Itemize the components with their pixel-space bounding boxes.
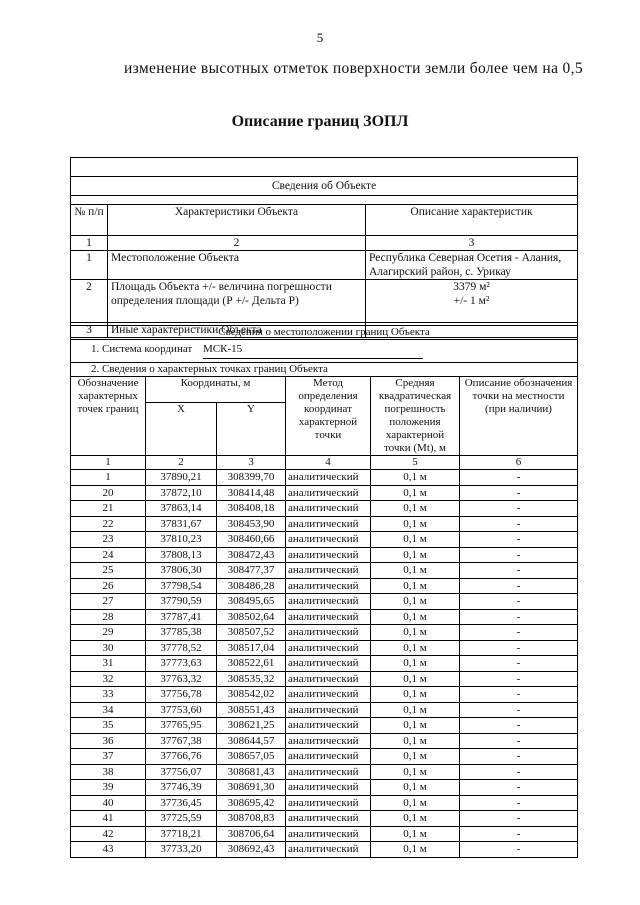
point-x: 37766,76	[146, 749, 217, 765]
point-method: аналитический	[286, 733, 371, 749]
row-characteristic: Иные характеристики Объекта	[108, 323, 366, 338]
point-x: 37798,54	[146, 578, 217, 594]
header-accuracy: Средняя квадратическая погрешность положения характерной точки (Mt), м	[371, 377, 460, 456]
point-id: 25	[71, 563, 146, 579]
point-method: аналитический	[286, 656, 371, 672]
index-cell: 3	[217, 456, 286, 470]
header-point-designation: Обозначение характерных точек границ	[71, 377, 146, 456]
point-x: 37753,60	[146, 702, 217, 718]
point-x: 37725,59	[146, 811, 217, 827]
point-accuracy: 0,1 м	[371, 640, 460, 656]
point-y: 308708,83	[217, 811, 286, 827]
header-x: X	[146, 403, 217, 456]
point-accuracy: 0,1 м	[371, 594, 460, 610]
point-accuracy: 0,1 м	[371, 702, 460, 718]
point-mark-description: -	[460, 811, 578, 827]
point-y: 308691,30	[217, 780, 286, 796]
point-row	[71, 826, 578, 842]
row-description: Республика Северная Осетия - Алания, Алагирский район, с. Урикау	[366, 251, 578, 280]
point-accuracy: 0,1 м	[371, 749, 460, 765]
point-mark-description: -	[460, 501, 578, 517]
point-method: аналитический	[286, 532, 371, 548]
point-y: 308517,04	[217, 640, 286, 656]
point-mark-description: -	[460, 547, 578, 563]
point-method: аналитический	[286, 826, 371, 842]
point-mark-description: -	[460, 516, 578, 532]
point-x: 37767,38	[146, 733, 217, 749]
point-method: аналитический	[286, 609, 371, 625]
point-y: 308495,65	[217, 594, 286, 610]
point-y: 308477,37	[217, 563, 286, 579]
index-cell: 1	[71, 236, 108, 251]
point-y: 308681,43	[217, 764, 286, 780]
header-num: № п/п	[71, 205, 108, 236]
point-id: 39	[71, 780, 146, 796]
point-id: 24	[71, 547, 146, 563]
point-id: 38	[71, 764, 146, 780]
point-mark-description: -	[460, 795, 578, 811]
point-method: аналитический	[286, 470, 371, 486]
point-row	[71, 640, 578, 656]
point-id: 37	[71, 749, 146, 765]
point-accuracy: 0,1 м	[371, 656, 460, 672]
point-y: 308414,48	[217, 485, 286, 501]
point-y: 308502,64	[217, 609, 286, 625]
intro-text: изменение высотных отметок поверхности земли более чем на 0,5	[124, 60, 583, 77]
point-method: аналитический	[286, 811, 371, 827]
point-id: 1	[71, 470, 146, 486]
index-cell: 1	[71, 456, 146, 470]
point-row	[71, 842, 578, 858]
point-mark-description: -	[460, 609, 578, 625]
row-num: 1	[71, 251, 108, 280]
header-mark-description: Описание обозначения точки на местности (при наличии)	[460, 377, 578, 456]
point-row	[71, 501, 578, 517]
point-accuracy: 0,1 м	[371, 485, 460, 501]
point-x: 37810,23	[146, 532, 217, 548]
point-accuracy: 0,1 м	[371, 687, 460, 703]
coord-system-value: МСК-15	[203, 340, 423, 359]
point-x: 37806,30	[146, 563, 217, 579]
point-row	[71, 780, 578, 796]
point-row	[71, 687, 578, 703]
page-title: Описание границ ЗОПЛ	[231, 113, 409, 130]
point-row	[71, 563, 578, 579]
point-id: 40	[71, 795, 146, 811]
row-characteristic: Площадь Объекта +/- величина погрешности определения площади (Р +/- Дельта Р)	[108, 280, 366, 323]
point-x: 37718,21	[146, 826, 217, 842]
point-row	[71, 625, 578, 641]
point-accuracy: 0,1 м	[371, 718, 460, 734]
point-mark-description: -	[460, 671, 578, 687]
point-accuracy: 0,1 м	[371, 625, 460, 641]
point-method: аналитический	[286, 640, 371, 656]
point-y: 308522,61	[217, 656, 286, 672]
point-accuracy: 0,1 м	[371, 733, 460, 749]
point-id: 22	[71, 516, 146, 532]
point-row	[71, 485, 578, 501]
area-value: 3379 м²	[453, 281, 490, 293]
point-id: 30	[71, 640, 146, 656]
point-mark-description: -	[460, 640, 578, 656]
point-row	[71, 656, 578, 672]
point-method: аналитический	[286, 749, 371, 765]
point-mark-description: -	[460, 780, 578, 796]
point-y: 308453,90	[217, 516, 286, 532]
point-id: 35	[71, 718, 146, 734]
point-accuracy: 0,1 м	[371, 501, 460, 517]
index-cell: 4	[286, 456, 371, 470]
row-description	[366, 280, 578, 323]
point-method: аналитический	[286, 687, 371, 703]
point-y: 308460,66	[217, 532, 286, 548]
point-row	[71, 733, 578, 749]
point-mark-description: -	[460, 485, 578, 501]
point-method: аналитический	[286, 547, 371, 563]
index-cell: 6	[460, 456, 578, 470]
point-y: 308542,02	[217, 687, 286, 703]
point-mark-description: -	[460, 702, 578, 718]
object-info-table	[70, 157, 578, 338]
point-method: аналитический	[286, 516, 371, 532]
point-x: 37756,07	[146, 764, 217, 780]
point-x: 37756,78	[146, 687, 217, 703]
point-accuracy: 0,1 м	[371, 470, 460, 486]
index-cell: 2	[146, 456, 217, 470]
point-y: 308551,43	[217, 702, 286, 718]
object-section-title: Сведения об Объекте	[71, 177, 578, 196]
header-coordinates: Координаты, м	[146, 377, 286, 403]
point-mark-description: -	[460, 563, 578, 579]
header-characteristics: Характеристики Объекта	[108, 205, 366, 236]
point-accuracy: 0,1 м	[371, 516, 460, 532]
point-method: аналитический	[286, 780, 371, 796]
points-body	[71, 470, 578, 858]
point-accuracy: 0,1 м	[371, 780, 460, 796]
point-mark-description: -	[460, 470, 578, 486]
index-cell: 3	[366, 236, 578, 251]
row-characteristic: Местоположение Объекта	[108, 251, 366, 280]
points-title: 2. Сведения о характерных точках границ Объекта	[71, 363, 578, 377]
point-row	[71, 470, 578, 486]
point-method: аналитический	[286, 795, 371, 811]
point-x: 37736,45	[146, 795, 217, 811]
point-y: 308657,05	[217, 749, 286, 765]
point-y: 308706,64	[217, 826, 286, 842]
point-accuracy: 0,1 м	[371, 563, 460, 579]
point-method: аналитический	[286, 563, 371, 579]
point-id: 29	[71, 625, 146, 641]
point-method: аналитический	[286, 702, 371, 718]
point-y: 308399,70	[217, 470, 286, 486]
point-accuracy: 0,1 м	[371, 547, 460, 563]
point-x: 37863,14	[146, 501, 217, 517]
point-accuracy: 0,1 м	[371, 764, 460, 780]
point-y: 308644,57	[217, 733, 286, 749]
point-accuracy: 0,1 м	[371, 532, 460, 548]
point-accuracy: 0,1 м	[371, 609, 460, 625]
point-accuracy: 0,1 м	[371, 795, 460, 811]
point-accuracy: 0,1 м	[371, 811, 460, 827]
point-x: 37746,39	[146, 780, 217, 796]
point-id: 23	[71, 532, 146, 548]
point-row	[71, 594, 578, 610]
point-row	[71, 516, 578, 532]
point-accuracy: 0,1 м	[371, 578, 460, 594]
point-x: 37785,38	[146, 625, 217, 641]
point-method: аналитический	[286, 842, 371, 858]
point-id: 28	[71, 609, 146, 625]
point-id: 21	[71, 501, 146, 517]
point-id: 20	[71, 485, 146, 501]
header-description: Описание характеристик	[366, 205, 578, 236]
row-num: 2	[71, 280, 108, 323]
point-row	[71, 764, 578, 780]
point-mark-description: -	[460, 625, 578, 641]
row-num: 3	[71, 323, 108, 338]
point-id: 26	[71, 578, 146, 594]
point-row	[71, 532, 578, 548]
point-id: 36	[71, 733, 146, 749]
coord-system-row	[71, 340, 578, 363]
point-accuracy: 0,1 м	[371, 826, 460, 842]
point-x: 37778,52	[146, 640, 217, 656]
point-id: 32	[71, 671, 146, 687]
point-x: 37763,32	[146, 671, 217, 687]
point-accuracy: 0,1 м	[371, 671, 460, 687]
point-y: 308472,43	[217, 547, 286, 563]
point-x: 37890,21	[146, 470, 217, 486]
header-method: Метод определения координат характерной точки	[286, 377, 371, 456]
point-x: 37831,67	[146, 516, 217, 532]
point-x: 37733,20	[146, 842, 217, 858]
point-row	[71, 795, 578, 811]
point-id: 42	[71, 826, 146, 842]
point-x: 37765,95	[146, 718, 217, 734]
index-cell: 2	[108, 236, 366, 251]
point-y: 308621,25	[217, 718, 286, 734]
point-mark-description: -	[460, 718, 578, 734]
point-x: 37872,10	[146, 485, 217, 501]
point-mark-description: -	[460, 842, 578, 858]
point-mark-description: -	[460, 656, 578, 672]
point-mark-description: -	[460, 594, 578, 610]
point-x: 37787,41	[146, 609, 217, 625]
point-id: 43	[71, 842, 146, 858]
point-x: 37773,63	[146, 656, 217, 672]
point-mark-description: -	[460, 826, 578, 842]
point-mark-description: -	[460, 687, 578, 703]
point-method: аналитический	[286, 594, 371, 610]
point-id: 31	[71, 656, 146, 672]
point-mark-description: -	[460, 578, 578, 594]
point-y: 308695,42	[217, 795, 286, 811]
point-method: аналитический	[286, 718, 371, 734]
point-mark-description: -	[460, 733, 578, 749]
point-method: аналитический	[286, 485, 371, 501]
point-row	[71, 718, 578, 734]
point-row	[71, 749, 578, 765]
point-row	[71, 578, 578, 594]
point-method: аналитический	[286, 501, 371, 517]
point-y: 308692,43	[217, 842, 286, 858]
point-id: 34	[71, 702, 146, 718]
point-id: 27	[71, 594, 146, 610]
point-method: аналитический	[286, 764, 371, 780]
coord-system-label: 1. Система координат	[91, 343, 193, 355]
point-y: 308408,18	[217, 501, 286, 517]
point-mark-description: -	[460, 749, 578, 765]
point-row	[71, 702, 578, 718]
point-method: аналитический	[286, 578, 371, 594]
point-id: 33	[71, 687, 146, 703]
point-row	[71, 547, 578, 563]
index-cell: 5	[371, 456, 460, 470]
point-method: аналитический	[286, 625, 371, 641]
point-method: аналитический	[286, 671, 371, 687]
location-section-title: Сведения о местоположении границ Объекта	[71, 326, 578, 340]
point-row	[71, 811, 578, 827]
point-y: 308507,52	[217, 625, 286, 641]
header-y: Y	[217, 403, 286, 456]
point-id: 41	[71, 811, 146, 827]
point-mark-description: -	[460, 532, 578, 548]
point-x: 37790,59	[146, 594, 217, 610]
point-accuracy: 0,1 м	[371, 842, 460, 858]
point-y: 308486,28	[217, 578, 286, 594]
point-x: 37808,13	[146, 547, 217, 563]
point-y: 308535,32	[217, 671, 286, 687]
point-row	[71, 671, 578, 687]
point-mark-description: -	[460, 764, 578, 780]
page-number: 5	[316, 30, 324, 45]
area-tolerance: +/- 1 м²	[453, 295, 490, 307]
location-table	[70, 325, 578, 858]
point-row	[71, 609, 578, 625]
